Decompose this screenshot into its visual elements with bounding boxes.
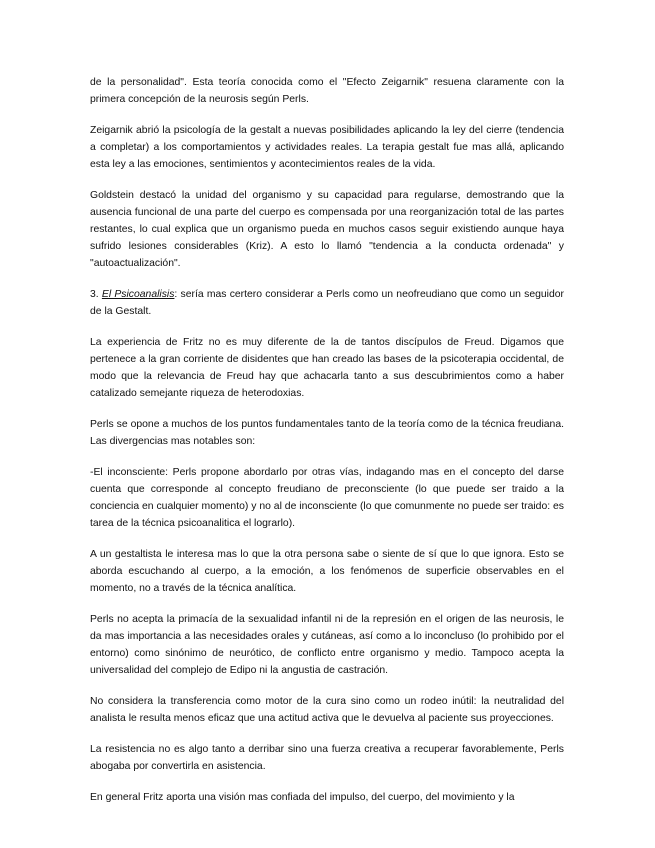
paragraph-resistencia: La resistencia no es algo tanto a derribar sino una fuerza creativa a recuperar favorablemente, Perls abogaba por convertirla en asistencia. [90, 744, 564, 772]
paragraph-transferencia: No considera la transferencia como motor de la cura sino como un rodeo inútil: la neutralidad del analista le resulta menos eficaz que una actitud activa que le devuelva al paciente sus proyecciones. [90, 696, 564, 724]
section-text: : sería mas certero considerar a Perls como un neofreudiano que como un seguidor de la Gestalt. [90, 289, 564, 317]
paragraph-psicoanalisis [90, 286, 564, 320]
paragraph-zeigarnik-gestalt: Zeigarnik abrió la psicología de la gestalt a nuevas posibilidades aplicando la ley del cierre (tendencia a completar) a los comportamientos y actividades reales. La terapia gestalt fue mas allá, aplicando esta ley a las emociones, sentimientos y acontecimientos reales de la vida. [90, 125, 564, 170]
paragraph-inconsciente: -El inconsciente: Perls propone abordarlo por otras vías, indagando mas en el concepto del darse cuenta que corresponde al concepto freudiano de preconsciente (lo que puede ser traido a la conciencia en cualquier momento) y no al de inconsciente (lo que comunmente no puede ser traido: es tarea de la técnica psicoanalitica el lograrlo). [90, 467, 564, 529]
paragraph-sexualidad: Perls no acepta la primacía de la sexualidad infantil ni de la represión en el origen de las neurosis, le da mas importancia a las necesidades orales y cutáneas, así como a lo inconcluso (lo prohibido por el entorno) como sinónimo de neurótico, de conflicto entre organismo y medio. Tampoco acepta la universalidad del complejo de Edipo ni la angustia de castración. [90, 614, 564, 676]
paragraph-en-general: En general Fritz aporta una visión mas confiada del impulso, del cuerpo, del movimiento y la [90, 792, 515, 803]
section-number: 3. [90, 289, 102, 300]
document-body [90, 74, 564, 820]
paragraph-perls-opposes: Perls se opone a muchos de los puntos fundamentales tanto de la teoría como de la técnica freudiana. Las divergencias mas notables son: [90, 419, 564, 447]
paragraph-fritz-experience: La experiencia de Fritz no es muy diferente de la de tantos discípulos de Freud. Digamos que pertenece a la gran corriente de disidentes que han creado las bases de la psicoterapia occidental, de modo que la relevancia de Freud hay que achacarla tanto a sus descubrimientos como a haber catalizado semejante riqueza de heterodoxias. [90, 337, 564, 399]
paragraph-zeigarnik-effect: de la personalidad". Esta teoría conocida como el "Efecto Zeigarnik" resuena claramente con la primera concepción de la neurosis según Perls. [90, 77, 564, 105]
paragraph-gestaltista: A un gestaltista le interesa mas lo que la otra persona sabe o siente de sí que lo que ignora. Esto se aborda escuchando al cuerpo, a la emoción, a los fenómenos de superficie observables en el momento, no a través de la técnica analítica. [90, 549, 564, 594]
paragraph-goldstein: Goldstein destacó la unidad del organismo y su capacidad para regularse, demostrando que la ausencia funcional de una parte del cuerpo es compensada por una reorganización total de las partes restantes, lo cual explica que un organismo pueda en muchos casos seguir existiendo aunque haya sufrido lesiones considerables (Kriz). A esto lo llamó "tendencia a la conducta ordenada" y "autoactualización". [90, 190, 564, 269]
section-term: El Psicoanalisis [101, 289, 175, 300]
